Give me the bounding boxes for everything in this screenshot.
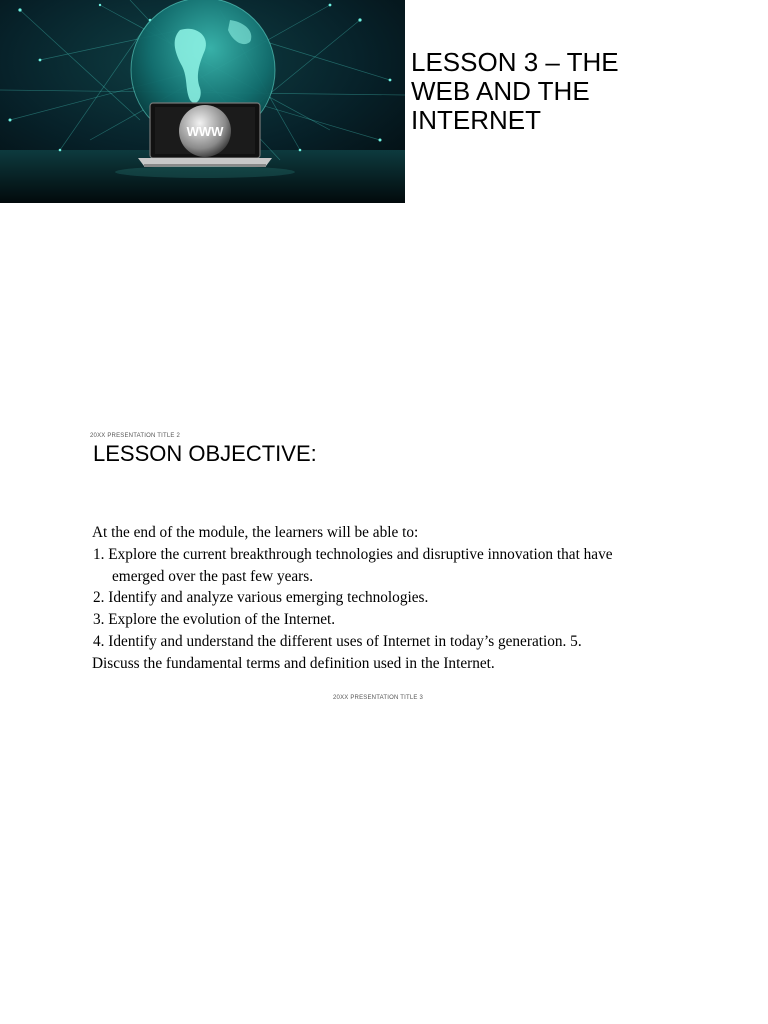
objective-line: 1. Explore the current breakthrough technologies and disruptive innovation that have <box>93 545 613 563</box>
slide-footer-label: 20XX PRESENTATION TITLE 3 <box>333 695 424 701</box>
lesson-title-line-3: INTERNET <box>411 105 541 135</box>
objective-intro: At the end of the module, the learners will be able to: <box>92 524 419 541</box>
objective-line: 4. Identify and understand the different uses of Internet in today’s generation. 5. <box>93 632 582 650</box>
objective-line: 3. Explore the evolution of the Internet. <box>93 611 336 629</box>
lesson-objective-heading: LESSON OBJECTIVE: <box>93 441 317 466</box>
slide-footer-label: 20XX PRESENTATION TITLE 2 <box>90 433 181 439</box>
hero-image-globe-laptop <box>0 0 405 203</box>
lesson-title <box>411 48 751 135</box>
lesson-title-line-2: WEB AND THE <box>411 76 590 106</box>
objective-line: 2. Identify and analyze various emerging technologies. <box>93 589 429 607</box>
objective-line: emerged over the past few years. <box>112 567 314 585</box>
lesson-title-line-1: LESSON 3 – THE <box>411 47 619 77</box>
objective-line: Discuss the fundamental terms and definition used in the Internet. <box>92 654 495 672</box>
lesson-objective-body <box>92 522 712 675</box>
hero-www-text: WWW <box>186 124 224 139</box>
